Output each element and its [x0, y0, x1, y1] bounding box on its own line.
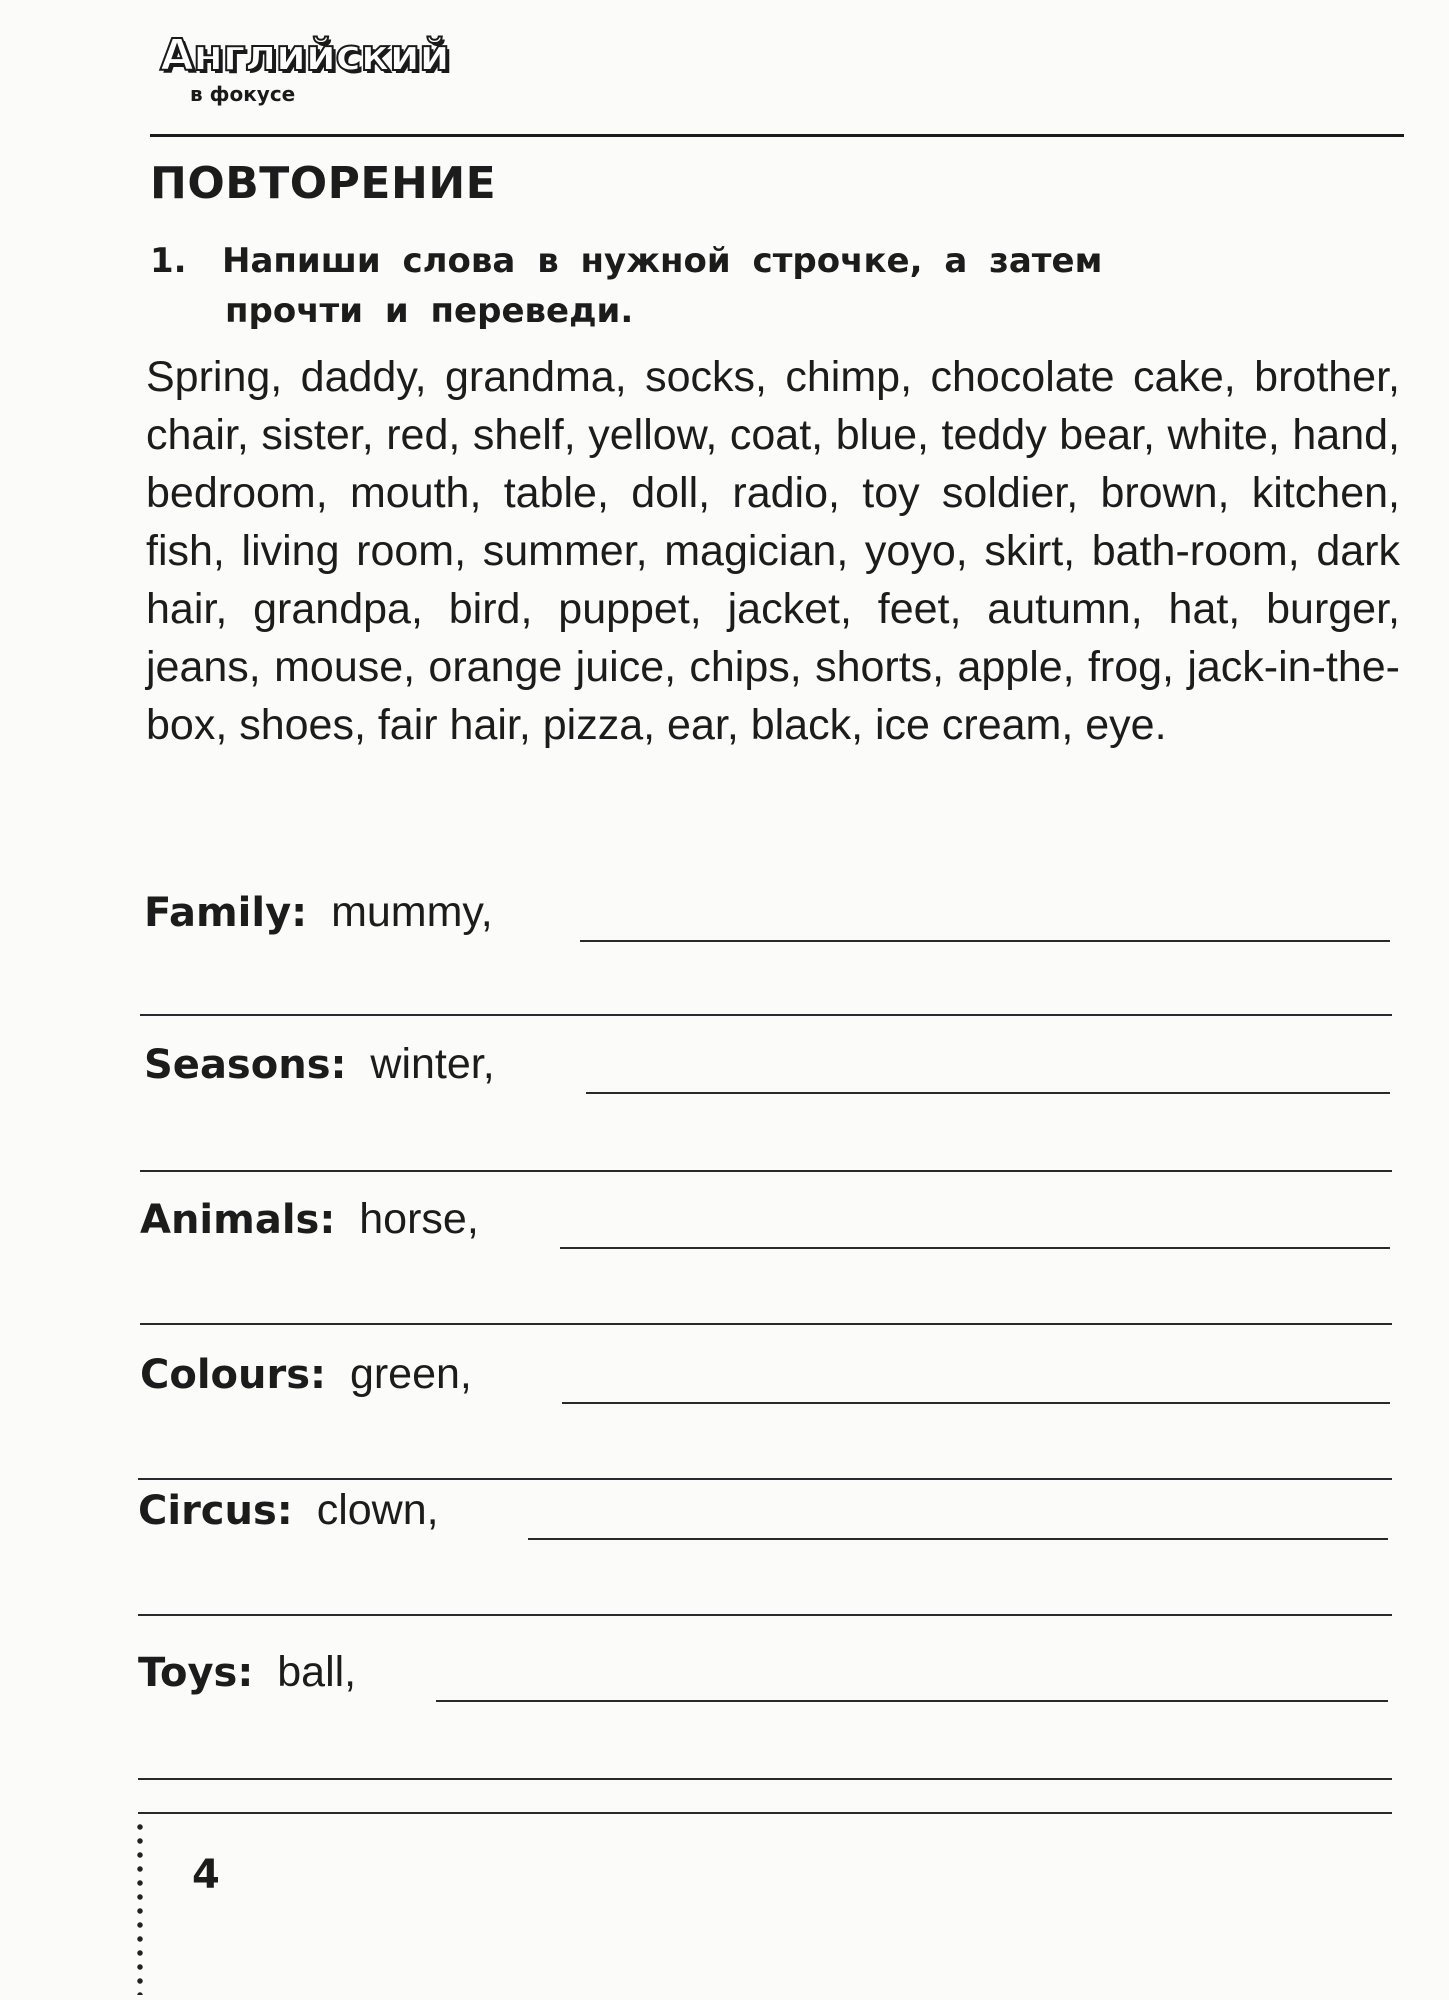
answer-line[interactable] — [586, 1092, 1390, 1094]
category-label: Circus: — [138, 1488, 293, 1534]
category-animals — [140, 1195, 479, 1244]
task-instruction — [150, 236, 1270, 336]
category-label: Colours: — [140, 1352, 327, 1398]
category-label: Toys: — [138, 1650, 254, 1696]
answer-line[interactable] — [140, 1170, 1392, 1172]
answer-line[interactable] — [528, 1538, 1388, 1540]
category-example: winter, — [370, 1040, 495, 1088]
dotted-margin — [136, 1820, 144, 1995]
category-colours — [140, 1350, 472, 1399]
answer-line[interactable] — [138, 1478, 1392, 1480]
category-label: Seasons: — [144, 1042, 347, 1088]
answer-line[interactable] — [580, 940, 1390, 942]
answer-line[interactable] — [138, 1614, 1392, 1616]
logo-subtitle: в фокусе — [190, 82, 296, 106]
answer-line[interactable] — [436, 1700, 1388, 1702]
answer-line[interactable] — [562, 1402, 1390, 1404]
book-logo — [160, 30, 449, 116]
answer-line[interactable] — [560, 1247, 1390, 1249]
task-line-1 — [150, 236, 1270, 286]
answer-line[interactable] — [140, 1014, 1392, 1016]
page-number: 4 — [192, 1852, 220, 1898]
task-text-1: Напиши слова в нужной строчке, а затем — [222, 241, 1103, 281]
category-example: mummy, — [331, 888, 493, 936]
task-number: 1. — [150, 241, 187, 281]
task-text-2: прочти и переведи. — [225, 291, 634, 331]
category-family — [144, 888, 493, 937]
answer-line[interactable] — [138, 1778, 1392, 1780]
category-label: Animals: — [140, 1197, 336, 1243]
category-example: green, — [349, 1350, 472, 1398]
category-example: ball, — [277, 1648, 357, 1696]
category-example: horse, — [359, 1195, 479, 1243]
logo-title: Английский — [160, 30, 449, 81]
category-example: clown, — [316, 1486, 439, 1534]
section-heading: ПОВТОРЕНИЕ — [150, 158, 497, 209]
answer-line[interactable] — [140, 1323, 1392, 1325]
category-circus — [138, 1486, 439, 1535]
category-label: Family: — [144, 890, 308, 936]
footer-divider — [138, 1812, 1392, 1814]
word-list: Spring, daddy, grandma, socks, chimp, chocolate cake, brother, chair, sister, red, shelf, yellow, coat, blue, teddy bear, white, hand, bedroom, mouth, table, doll, radio, toy soldier, brown, kitchen, fish, living room, summer, magician, yoyo, skirt, bath-room, dark hair, grandpa, bird, puppet, jacket, feet, autumn, hat, burger, jeans, mouse, orange juice, chips, shorts, apple, frog, jack-in-the-box, shoes, fair hair, pizza, ear, black, ice cream, eye. — [146, 353, 1400, 749]
category-seasons — [144, 1040, 495, 1089]
header-divider — [150, 134, 1404, 137]
category-toys — [138, 1648, 356, 1697]
